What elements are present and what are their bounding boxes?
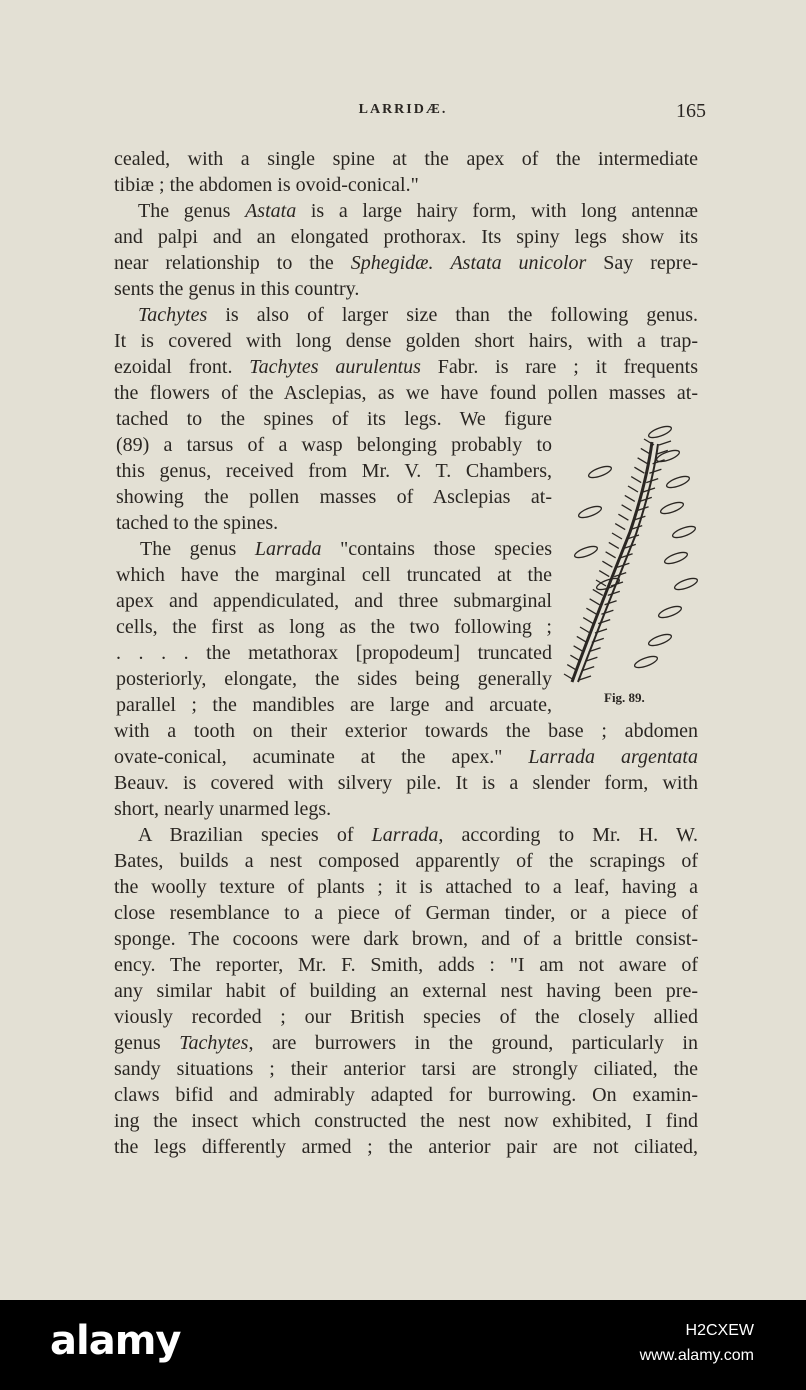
leg-spine xyxy=(599,571,609,577)
leg-spine xyxy=(570,655,580,661)
pollen-mass xyxy=(655,448,680,464)
text-line: with a tooth on their exterior towards the base ; abdomen xyxy=(114,720,698,742)
text-line: the woolly texture of plants ; it is attached to a leaf, having a xyxy=(114,876,698,898)
text-line: A Brazilian species of Larrada, according to Mr. H. W. xyxy=(138,824,698,846)
pollen-mass xyxy=(587,464,612,480)
leg-spine xyxy=(625,495,635,501)
text-line: ing the insect which constructed the nest now exhibited, I find xyxy=(114,1110,698,1132)
text-line: Beauv. is covered with silvery pile. It is a slender form, with xyxy=(114,772,698,794)
text-line: Tachytes is also of larger size than the following genus. xyxy=(138,304,698,326)
running-header: LARRIDÆ. xyxy=(358,102,448,117)
text-line: It is covered with long dense golden short hairs, with a trap- xyxy=(114,330,698,352)
leg-spine xyxy=(586,608,596,614)
leg-spine xyxy=(644,439,654,445)
text-line: cealed, with a single spine at the apex of the intermediate xyxy=(114,148,698,170)
text-line: close resemblance to a piece of German tinder, or a piece of xyxy=(114,902,698,924)
figure-caption: Fig. 89. xyxy=(604,690,645,705)
text-line: posteriorly, elongate, the sides being generally xyxy=(116,668,552,690)
leg-spine xyxy=(602,561,612,567)
text-line: near relationship to the Sphegidæ. Astata unicolor Say repre- xyxy=(114,252,698,274)
leg-spine xyxy=(590,599,600,605)
leg-spine xyxy=(593,589,603,595)
text-line: cells, the first as long as the two following ; xyxy=(116,616,552,638)
text-line: parallel ; the mandibles are large and arcuate, xyxy=(116,694,552,716)
text-line: the legs differently armed ; the anterior pair are not ciliated, xyxy=(114,1136,698,1158)
leg-spine xyxy=(574,646,584,652)
text-line: showing the pollen masses of Asclepias at- xyxy=(116,486,552,508)
text-line: sandy situations ; their anterior tarsi are strongly ciliated, the xyxy=(114,1058,698,1080)
text-line: sponge. The cocoons were dark brown, and of a brittle consist- xyxy=(114,928,698,950)
text-line: any similar habit of building an external nest having been pre- xyxy=(114,980,698,1002)
leg-spine xyxy=(580,627,590,633)
text-line: and palpi and an elongated prothorax. Its spiny legs show its xyxy=(114,226,698,248)
text-line: ezoidal front. Tachytes aurulentus Fabr. is rare ; it frequents xyxy=(114,356,698,378)
text-line: The genus Astata is a large hairy form, with long antennæ xyxy=(138,200,699,222)
pollen-mass xyxy=(665,474,690,490)
pollen-mass xyxy=(657,604,682,620)
text-line: ency. The reporter, Mr. F. Smith, adds : "I am not aware of xyxy=(114,954,698,976)
leg-spine xyxy=(631,477,641,483)
text-line: short, nearly unarmed legs. xyxy=(114,798,332,820)
text-line: this genus, received from Mr. V. T. Chambers, xyxy=(116,460,552,482)
text-line: (89) a tarsus of a wasp belonging probably to xyxy=(116,434,552,456)
pollen-mass xyxy=(671,524,696,540)
leg-spine xyxy=(615,524,625,530)
pollen-mass xyxy=(633,654,658,670)
text-line: tached to the spines of its legs. We figure xyxy=(116,408,552,430)
leg-spine xyxy=(606,552,616,558)
text-line: tached to the spines. xyxy=(116,512,279,534)
pollen-mass xyxy=(647,632,672,648)
leg-spine xyxy=(601,610,613,614)
pollen-mass xyxy=(577,504,602,520)
text-line: genus Tachytes, are burrowers in the ground, particularly in xyxy=(114,1032,698,1054)
text-line: The genus Larrada "contains those species xyxy=(140,538,552,560)
page-number: 165 xyxy=(676,100,706,122)
text-line: which have the marginal cell truncated at the xyxy=(116,564,552,586)
pollen-mass xyxy=(573,544,598,560)
leg-spine xyxy=(634,467,644,473)
leg-spine xyxy=(649,469,661,473)
leg-spine xyxy=(577,636,587,642)
alamy-logo: alamy xyxy=(50,1318,181,1364)
image-id: H2CXEW xyxy=(685,1322,754,1339)
text-line: Bates, builds a nest composed apparently of the scrapings of xyxy=(114,850,698,872)
text-line: tibiæ ; the abdomen is ovoid-conical." xyxy=(114,174,419,196)
text-line: . . . . the metathorax [propodeum] truncated xyxy=(116,642,552,664)
leg-spine xyxy=(659,441,671,445)
pollen-mass xyxy=(647,424,672,440)
pollen-mass xyxy=(673,576,698,592)
leg-spine xyxy=(583,618,593,624)
tarsus-figure xyxy=(560,412,700,702)
leg-spine xyxy=(609,542,619,548)
leg-spine xyxy=(628,486,638,492)
text-line: the flowers of the Asclepias, as we have found pollen masses at- xyxy=(114,382,698,404)
text-line: sents the genus in this country. xyxy=(114,278,360,300)
text-line: apex and appendiculated, and three submarginal xyxy=(116,590,552,612)
leg-spine xyxy=(622,505,632,511)
pollen-mass xyxy=(663,550,688,566)
leg-spine xyxy=(638,458,648,464)
text-line: claws bifid and admirably adapted for burrowing. On examin- xyxy=(114,1084,698,1106)
leg-spine xyxy=(612,533,622,539)
leg-spine xyxy=(605,601,617,605)
text-line: ovate-conical, acuminate at the apex." Larrada argentata xyxy=(114,746,698,768)
leg-spine xyxy=(598,620,610,624)
pollen-mass xyxy=(659,500,684,516)
source-url: www.alamy.com xyxy=(639,1347,754,1364)
leg-spine xyxy=(618,514,628,520)
text-line: viously recorded ; our British species of the closely allied xyxy=(114,1006,698,1028)
